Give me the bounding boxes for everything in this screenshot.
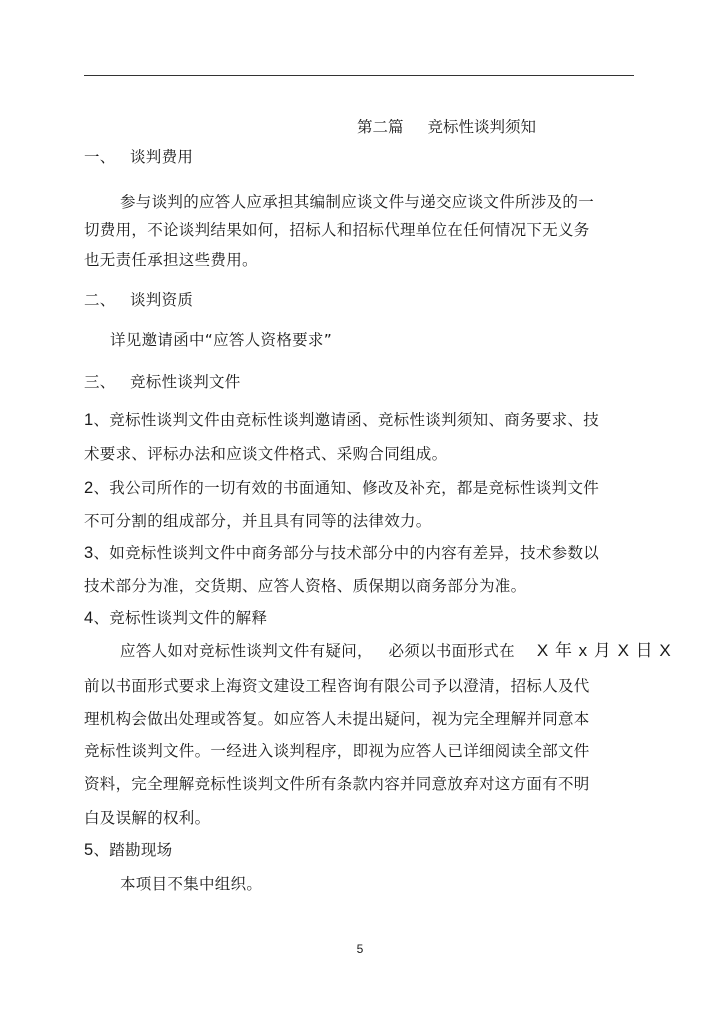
paragraph-line: 理机构会做出处理或答复。如应答人未提出疑问，视为完全理解并同意本: [84, 710, 590, 728]
section-heading-2: [84, 290, 193, 310]
chapter-name: 竞标性谈判须知: [427, 118, 537, 136]
section-number: 一、: [84, 148, 116, 166]
item-number: 3: [84, 544, 94, 562]
paragraph-line: [120, 641, 672, 661]
date-placeholder: X 年 x 月 X 日 X: [536, 641, 672, 660]
item-number: 1: [84, 411, 94, 429]
item-heading: 、竞标性谈判文件的解释: [93, 609, 268, 627]
list-item-2: [84, 478, 599, 498]
list-item-3: [84, 543, 599, 563]
paragraph-line: 技术部分为准，交货期、应答人资格、质保期以商务部分为准。: [84, 577, 527, 595]
section-heading-1: [84, 147, 193, 167]
paragraph-line: 竞标性谈判文件。一经进入谈判程序，即视为应答人已详细阅读全部文件: [84, 742, 590, 760]
section-number: 二、: [84, 291, 116, 309]
section-heading-3: [84, 372, 241, 392]
paragraph-line: 资料，完全理解竞标性谈判文件所有条款内容并同意放弃对这方面有不明: [84, 775, 590, 793]
paragraph-line: 、我公司所作的一切有效的书面通知、修改及补充，都是竞标性谈判文件: [93, 479, 600, 497]
paragraph-line: 、如竞标性谈判文件中商务部分与技术部分中的内容有差异，技术参数以: [93, 544, 600, 562]
paragraph-text: 应答人如对竞标性谈判文件有疑问， 必须以书面形式在: [120, 642, 515, 660]
item-heading: 、踏勘现场: [93, 841, 173, 859]
list-item-1: [84, 410, 599, 430]
paragraph-line: 、竞标性谈判文件由竞标性谈判邀请函、竞标性谈判须知、商务要求、技: [93, 411, 600, 429]
list-item-4: [84, 608, 267, 628]
paragraph-line: 前以书面形式要求上海资文建设工程咨询有限公司予以澄清，招标人及代: [84, 677, 590, 695]
item-number: 4: [84, 609, 94, 627]
section-title: 谈判资质: [130, 291, 194, 309]
paragraph-line: 术要求、评标办法和应谈文件格式、采购合同组成。: [84, 445, 448, 463]
header-rule: [84, 75, 634, 76]
paragraph-line: 不可分割的组成部分，并且具有同等的法律效力。: [84, 512, 432, 530]
paragraph-line: 切费用，不论谈判结果如何，招标人和招标代理单位在任何情况下无义务: [84, 221, 590, 239]
chapter-part: 第二篇: [357, 118, 404, 136]
item-number: 2: [84, 479, 94, 497]
page-number: 5: [356, 942, 364, 956]
chapter-title: [357, 117, 536, 137]
paragraph-line: 也无责任承担这些费用。: [84, 251, 258, 269]
section-title: 竞标性谈判文件: [130, 373, 241, 391]
paragraph-line: 白及误解的权利。: [84, 809, 211, 827]
item-number: 5: [84, 841, 94, 859]
paragraph-line: 本项目不集中组织。: [120, 875, 263, 893]
list-item-5: [84, 840, 173, 860]
paragraph-line: 详见邀请函中“应答人资格要求”: [110, 331, 333, 349]
paragraph-line: 参与谈判的应答人应承担其编制应谈文件与递交应谈文件所涉及的一: [120, 193, 595, 211]
section-number: 三、: [84, 373, 116, 391]
section-title: 谈判费用: [130, 148, 194, 166]
